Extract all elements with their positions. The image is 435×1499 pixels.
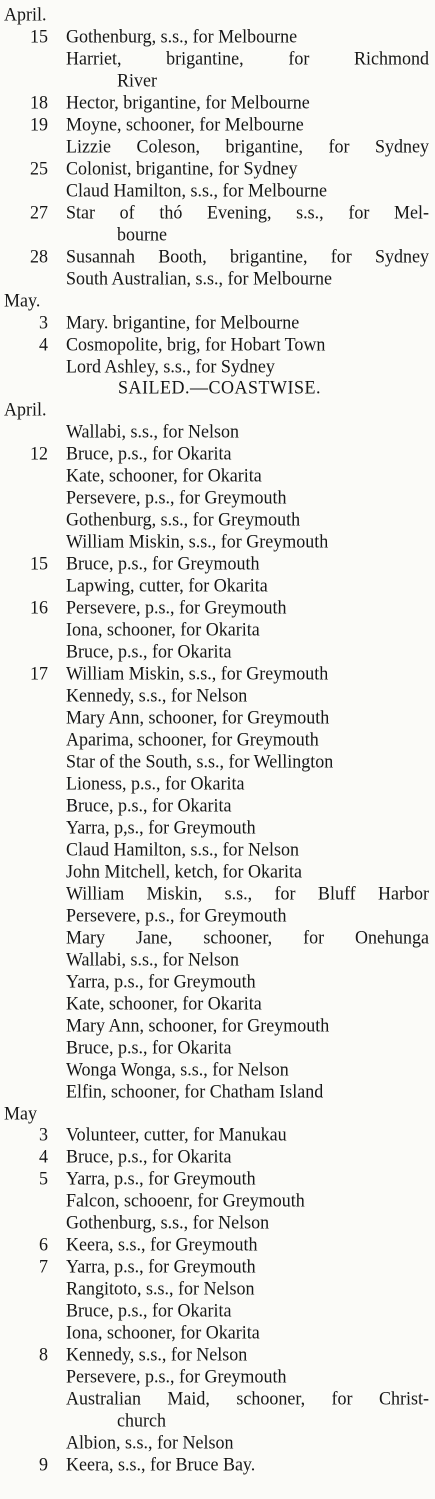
section-heading-text: SAILED.—COASTWISE. xyxy=(118,376,321,399)
shipping-entry xyxy=(0,311,435,333)
shipping-entry xyxy=(0,640,435,662)
shipping-entry xyxy=(0,333,435,355)
shipping-entry xyxy=(0,179,435,201)
shipping-entry xyxy=(0,1343,435,1365)
shipping-entry xyxy=(0,355,435,377)
entry-text: Persevere, p.s., for Greymouth xyxy=(66,1365,287,1387)
shipping-entry xyxy=(0,442,435,464)
entry-text: Bruce, p.s., for Okarita xyxy=(66,1299,232,1321)
entry-text: William Miskin, s.s., for Bluff Harbor xyxy=(66,881,429,904)
entry-day: 5 xyxy=(39,1167,48,1190)
entry-day: 15 xyxy=(30,552,48,574)
shipping-entry xyxy=(0,948,435,970)
entry-text: River xyxy=(117,68,157,91)
entry-text: Volunteer, cutter, for Manukau xyxy=(66,1123,287,1146)
entry-day: 7 xyxy=(39,1255,48,1277)
entry-text: Yarra, p,s., for Greymouth xyxy=(66,815,256,838)
entry-text: Mary Jane, schooner, for Onehunga xyxy=(66,925,429,948)
month-heading xyxy=(0,398,435,420)
shipping-entry xyxy=(0,926,435,948)
entry-text: Cosmopolite, brig, for Hobart Town xyxy=(66,332,326,355)
shipping-entry xyxy=(0,1299,435,1321)
month-label: May. xyxy=(4,288,41,311)
entry-text: Claud Hamilton, s.s., for Melbourne xyxy=(66,178,327,201)
entry-text: South Australian, s.s., for Melbourne xyxy=(66,266,332,289)
entry-text: Gothenburg, s.s., for Nelson xyxy=(66,1211,270,1233)
month-heading xyxy=(0,289,435,311)
entry-day: 16 xyxy=(30,596,48,618)
entry-day: 18 xyxy=(30,90,48,113)
shipping-entry xyxy=(0,530,435,552)
shipping-entry xyxy=(0,552,435,574)
shipping-entry xyxy=(0,684,435,706)
shipping-entry xyxy=(0,706,435,728)
shipping-entry xyxy=(0,135,435,157)
entry-day: 3 xyxy=(39,1123,48,1146)
shipping-entry xyxy=(0,970,435,992)
shipping-entry xyxy=(0,267,435,289)
entry-text: Kennedy, s.s., for Nelson xyxy=(66,1343,248,1365)
entry-text: Yarra, p.s., for Greymouth xyxy=(66,969,256,992)
month-heading xyxy=(0,3,435,25)
shipping-entry xyxy=(0,1123,435,1145)
shipping-entry xyxy=(0,860,435,882)
shipping-entry xyxy=(0,486,435,508)
shipping-entry xyxy=(0,245,435,267)
entry-text: Hector, brigantine, for Melbourne xyxy=(66,90,310,113)
shipping-entry xyxy=(0,1080,435,1102)
shipping-entry xyxy=(0,464,435,486)
entry-text: Mary Ann, schooner, for Greymouth xyxy=(66,706,330,728)
entry-text: Bruce, p.s., for Okarita xyxy=(66,1145,232,1168)
shipping-entry xyxy=(0,750,435,772)
entry-text: Iona, schooner, for Okarita xyxy=(66,618,260,640)
entry-text: Aparima, schooner, for Greymouth xyxy=(66,728,319,750)
shipping-entry xyxy=(0,904,435,926)
shipping-entry xyxy=(0,838,435,860)
shipping-entry xyxy=(0,91,435,113)
month-label: April. xyxy=(4,398,47,421)
entry-text: Wonga Wonga, s.s., for Nelson xyxy=(66,1057,289,1080)
shipping-entry xyxy=(0,1189,435,1211)
entry-text: Kate, schooner, for Okarita xyxy=(66,991,262,1014)
entry-text: Gothenburg, s.s., for Greymouth xyxy=(66,508,301,530)
entry-day: 17 xyxy=(30,662,48,684)
shipping-entry xyxy=(0,508,435,530)
entry-text: Susannah Booth, brigantine, for Sydney xyxy=(66,244,429,267)
shipping-entry xyxy=(0,794,435,816)
entry-continuation xyxy=(0,69,435,91)
entry-text: Moyne, schooner, for Melbourne xyxy=(66,112,304,135)
shipping-entry xyxy=(0,1233,435,1255)
entry-day: 27 xyxy=(30,200,48,223)
shipping-entry xyxy=(0,662,435,684)
entry-text: Colonist, brigantine, for Sydney xyxy=(66,156,298,179)
entry-day: 4 xyxy=(39,1145,48,1168)
entry-text: Elfin, schooner, for Chatham Island xyxy=(66,1079,324,1102)
entry-text: Lizzie Coleson, brigantine, for Sydney xyxy=(66,134,429,157)
shipping-entry xyxy=(0,1167,435,1189)
entry-text: William Miskin, s.s., for Greymouth xyxy=(66,530,329,552)
shipping-entry xyxy=(0,574,435,596)
entry-text: Kate, schooner, for Okarita xyxy=(66,464,262,486)
entry-text: Mary Ann, schooner, for Greymouth xyxy=(66,1013,330,1036)
entry-text: Bruce, p.s., for Okarita xyxy=(66,1035,232,1058)
entry-text: Falcon, schooenr, for Greymouth xyxy=(66,1189,305,1211)
shipping-entry xyxy=(0,1145,435,1167)
entry-text: Star of the South, s.s., for Wellington xyxy=(66,749,334,772)
shipping-entry xyxy=(0,113,435,135)
entry-text: Persevere, p.s., for Greymouth xyxy=(66,903,287,926)
entry-text: Yarra, p.s., for Greymouth xyxy=(66,1167,256,1190)
entry-text: William Miskin, s.s., for Greymouth xyxy=(66,662,329,684)
entry-text: John Mitchell, ketch, for Okarita xyxy=(66,859,302,882)
shipping-entry xyxy=(0,772,435,794)
entry-text: bourne xyxy=(117,222,167,245)
month-label: May xyxy=(4,1101,37,1124)
entry-text: Lapwing, cutter, for Okarita xyxy=(66,574,268,596)
entry-text: Australian Maid, schooner, for Christ- xyxy=(66,1387,429,1409)
shipping-entry xyxy=(0,1321,435,1343)
month-heading xyxy=(0,1102,435,1124)
month-label: April. xyxy=(4,3,47,25)
entry-text: Wallabi, s.s., for Nelson xyxy=(66,947,240,970)
shipping-entry xyxy=(0,596,435,618)
entry-text: Bruce, p.s., for Okarita xyxy=(66,640,232,662)
entry-day: 15 xyxy=(30,24,48,47)
entry-text: Persevere, p.s., for Greymouth xyxy=(66,486,287,508)
shipping-entry xyxy=(0,1058,435,1080)
entry-text: Claud Hamilton, s.s., for Nelson xyxy=(66,837,299,860)
shipping-entry xyxy=(0,420,435,442)
shipping-entry xyxy=(0,882,435,904)
shipping-entry xyxy=(0,1453,435,1475)
shipping-entry xyxy=(0,618,435,640)
shipping-entry xyxy=(0,992,435,1014)
entry-text: Albion, s.s., for Nelson xyxy=(66,1431,234,1453)
entry-day: 19 xyxy=(30,112,48,135)
entry-text: Bruce, p.s., for Greymouth xyxy=(66,552,260,574)
entry-text: Harriet, brigantine, for Richmond xyxy=(66,46,429,69)
entry-day: 8 xyxy=(39,1343,48,1365)
entry-text: Gothenburg, s.s., for Melbourne xyxy=(66,24,298,47)
entry-day: 6 xyxy=(39,1233,48,1255)
entry-text: Lord Ashley, s.s., for Sydney xyxy=(66,354,275,377)
entry-text: Keera, s.s., for Greymouth xyxy=(66,1233,258,1255)
entry-text: Keera, s.s., for Bruce Bay. xyxy=(66,1453,256,1475)
shipping-entry xyxy=(0,25,435,47)
shipping-entry xyxy=(0,1431,435,1453)
entry-text: Bruce, p.s., for Okarita xyxy=(66,442,232,464)
entry-continuation xyxy=(0,1409,435,1431)
entry-text: Rangitoto, s.s., for Nelson xyxy=(66,1277,255,1299)
entry-text: Bruce, p.s., for Okarita xyxy=(66,793,232,816)
shipping-entry xyxy=(0,1211,435,1233)
shipping-entry xyxy=(0,1277,435,1299)
entry-continuation xyxy=(0,223,435,245)
entry-day: 3 xyxy=(39,310,48,333)
shipping-entry xyxy=(0,1036,435,1058)
entry-text: Persevere, p.s., for Greymouth xyxy=(66,596,287,618)
entry-text: Kennedy, s.s., for Nelson xyxy=(66,684,248,706)
entry-text: Wallabi, s.s., for Nelson xyxy=(66,420,240,443)
entry-text: church xyxy=(117,1409,166,1431)
entry-text: Yarra, p.s., for Greymouth xyxy=(66,1255,256,1277)
shipping-entry xyxy=(0,728,435,750)
shipping-entry xyxy=(0,1255,435,1277)
shipping-entry xyxy=(0,201,435,223)
shipping-entry xyxy=(0,1387,435,1409)
entry-day: 4 xyxy=(39,332,48,355)
entry-text: Iona, schooner, for Okarita xyxy=(66,1321,260,1343)
shipping-entry xyxy=(0,47,435,69)
shipping-entry xyxy=(0,816,435,838)
shipping-entry xyxy=(0,1365,435,1387)
entry-text: Mary. brigantine, for Melbourne xyxy=(66,310,300,333)
entry-text: Star of thó Evening, s.s., for Mel- xyxy=(66,200,429,223)
entry-text: Lioness, p.s., for Okarita xyxy=(66,771,245,794)
entry-day: 9 xyxy=(39,1453,48,1475)
entry-day: 12 xyxy=(30,442,48,464)
shipping-entry xyxy=(0,1014,435,1036)
entry-day: 25 xyxy=(30,156,48,179)
section-heading xyxy=(0,376,435,398)
entry-day: 28 xyxy=(30,244,48,267)
shipping-entry xyxy=(0,157,435,179)
